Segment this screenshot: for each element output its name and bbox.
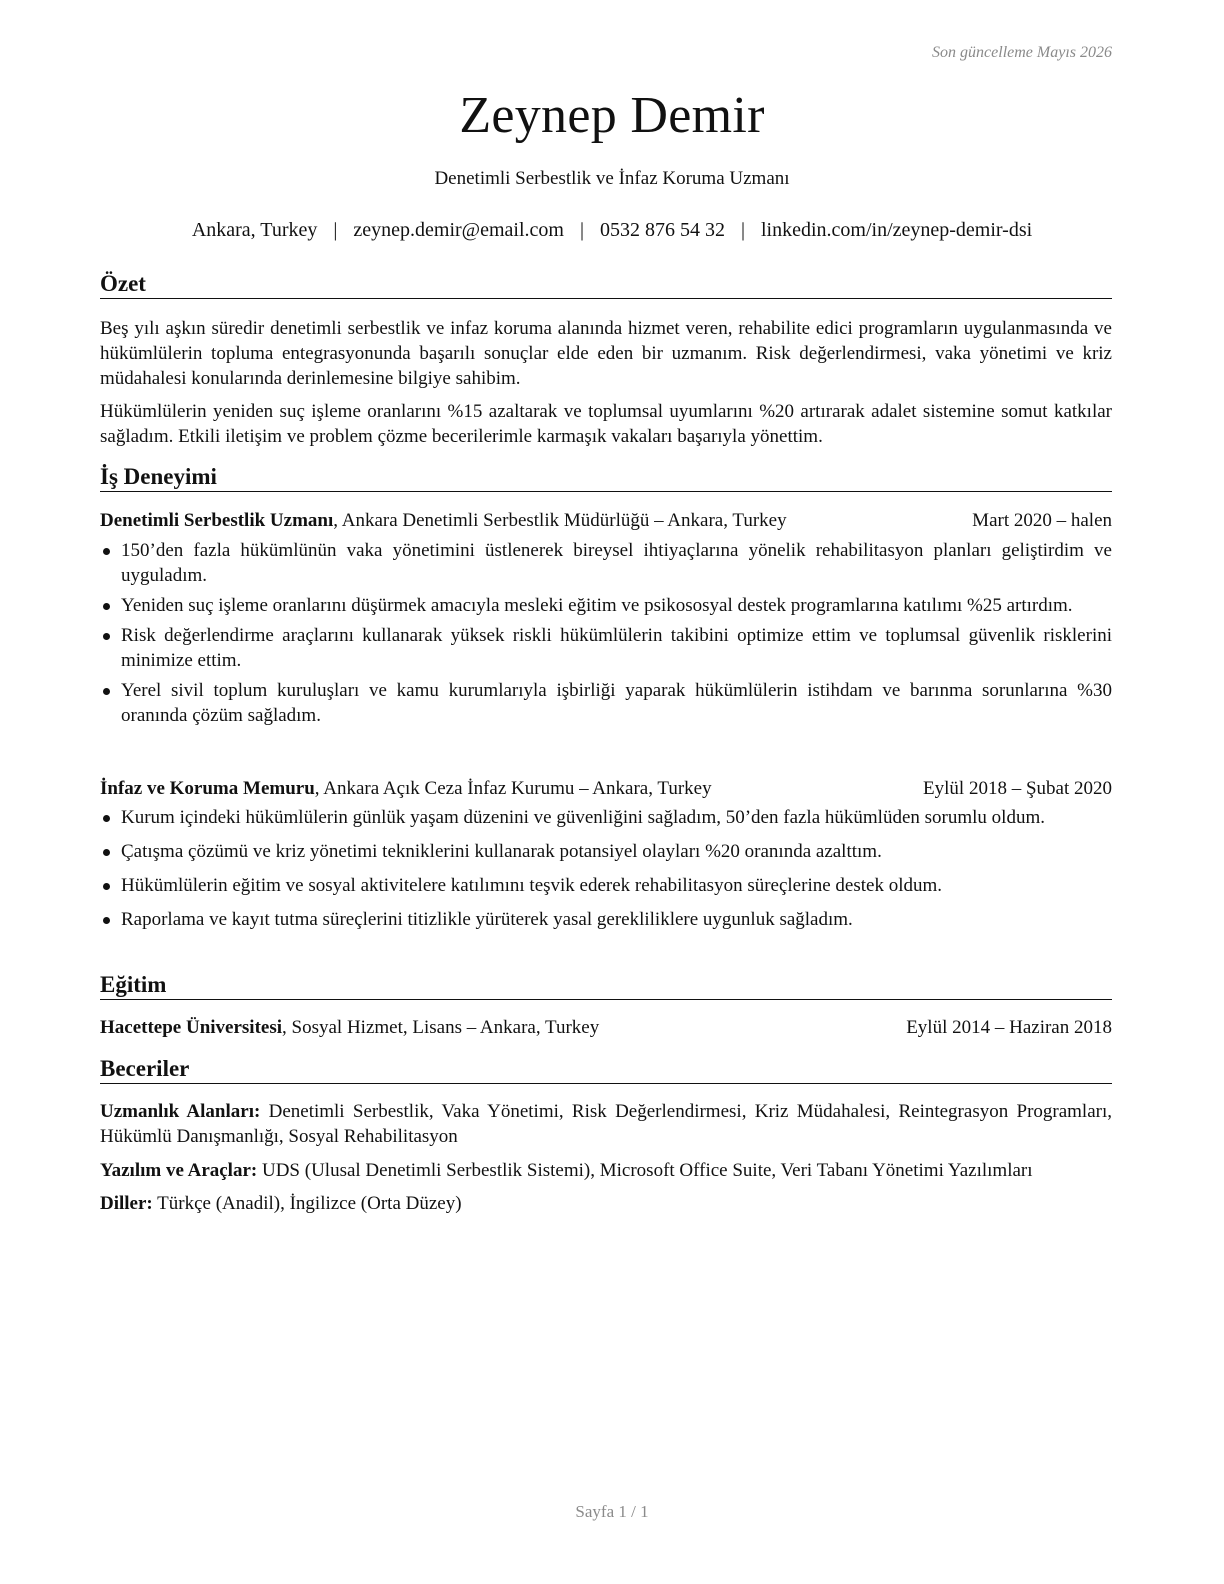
- education-dates: Eylül 2014 – Haziran 2018: [906, 1017, 1112, 1038]
- contact-email[interactable]: zeynep.demir@email.com: [353, 219, 564, 241]
- job-dates: Mart 2020 – halen: [972, 510, 1112, 531]
- contact-line: [0, 219, 1224, 242]
- section-title-skills: Beceriler: [100, 1056, 1112, 1084]
- contact-separator: |: [333, 219, 338, 241]
- job-bullets: [100, 538, 1112, 728]
- job-role: Denetimli Serbestlik Uzmanı: [100, 510, 334, 531]
- summary-paragraph: Beş yılı aşkın süredir denetimli serbestlik ve infaz koruma alanında hizmet veren, rehabilite edici programların uygulanmasında ve hükümlülerin topluma entegrasyonunda başarılı sonuçlar elde eden bir uzmanım. Risk değerlendirmesi, vaka yönetimi ve kriz müdahalesi konularında derinlemesine bilgiye sahibim.: [100, 318, 1112, 389]
- job-organization: , Ankara Açık Ceza İnfaz Kurumu – Ankara, Turkey: [314, 778, 712, 799]
- page-number: Sayfa 1 / 1: [575, 1502, 649, 1521]
- list-item: 150’den fazla hükümlünün vaka yönetimini üstlenerek bireysel ihtiyaçlarına yönelik rehabilitasyon planları geliştirdim ve uyguladım.: [100, 538, 1112, 588]
- bullet-icon: [103, 603, 110, 610]
- education-details: , Sosyal Hizmet, Lisans – Ankara, Turkey: [282, 1017, 600, 1038]
- education-entry: [100, 1015, 1112, 1040]
- skill-value: UDS (Ulusal Denetimli Serbestlik Sistemi), Microsoft Office Suite, Veri Tabanı Yönetimi Yazılımları: [257, 1160, 1033, 1181]
- list-item: Yeniden suç işleme oranlarını düşürmek amacıyla mesleki eğitim ve psikososyal destek programlarına katılımı %25 artırdım.: [100, 593, 1112, 618]
- job-role: İnfaz ve Koruma Memuru: [100, 778, 315, 799]
- list-item: Çatışma çözümü ve kriz yönetimi tekniklerini kullanarak potansiyel olayları %20 oranında azalttım.: [100, 839, 1112, 864]
- bullet-icon: [103, 548, 110, 555]
- job-dates: Eylül 2018 – Şubat 2020: [923, 778, 1112, 799]
- skill-label: Diller:: [100, 1193, 153, 1214]
- skill-line: [100, 1158, 1112, 1183]
- section-title-education: Eğitim: [100, 972, 1112, 1000]
- contact-separator: |: [740, 219, 745, 241]
- job-header: [100, 776, 1112, 801]
- section-title-summary: Özet: [100, 271, 1112, 299]
- job-bullets: [100, 805, 1112, 932]
- last-updated: Son güncelleme Mayıs 2026: [932, 44, 1112, 61]
- list-item: Yerel sivil toplum kuruluşları ve kamu kurumlarıyla işbirliği yaparak hükümlülerin istihdam ve barınma sorunlarına %30 oranında çözüm sağladım.: [100, 678, 1112, 728]
- list-item: Kurum içindeki hükümlülerin günlük yaşam düzenini ve güvenliğini sağladım, 50’den fazla hükümlüden sorumlu oldum.: [100, 805, 1112, 830]
- skill-line: [100, 1099, 1112, 1149]
- contact-linkedin[interactable]: linkedin.com/in/zeynep-demir-dsi: [760, 219, 1033, 241]
- bullet-icon: [103, 849, 110, 856]
- skill-label: Yazılım ve Araçlar:: [100, 1160, 258, 1181]
- bullet-icon: [103, 883, 110, 890]
- skill-value: Denetimli Serbestlik, Vaka Yönetimi, Risk Değerlendirmesi, Kriz Müdahalesi, Reintegrasyon Programları, Hükümlü Danışmanlığı, Sosyal Rehabilitasyon: [100, 1101, 1113, 1147]
- contact-separator: |: [579, 219, 584, 241]
- skill-label: Uzmanlık Alanları:: [100, 1101, 261, 1122]
- bullet-icon: [103, 815, 110, 822]
- list-item: Raporlama ve kayıt tutma süreçlerini titizlikle yürüterek yasal gerekliliklere uygunluk sağladım.: [100, 907, 1112, 932]
- skill-value: Türkçe (Anadil), İngilizce (Orta Düzey): [152, 1193, 462, 1214]
- candidate-name: Zeynep Demir: [459, 87, 765, 144]
- summary-paragraph: Hükümlülerin yeniden suç işleme oranlarını %15 azaltarak ve toplumsal uyumlarını %20 artırarak adalet sistemine somut katkılar sağladım. Etkili iletişim ve problem çözme becerilerimle karmaşık vakaları başarıyla yönettim.: [100, 401, 1112, 447]
- job-header: [100, 508, 1112, 533]
- school-name: Hacettepe Üniversitesi: [100, 1017, 283, 1038]
- section-title-experience: İş Deneyimi: [100, 464, 1112, 492]
- job-organization: , Ankara Denetimli Serbestlik Müdürlüğü – Ankara, Turkey: [333, 510, 787, 531]
- bullet-icon: [103, 633, 110, 640]
- contact-phone: 0532 876 54 32: [599, 219, 725, 241]
- contact-location: Ankara, Turkey: [191, 219, 318, 241]
- bullet-icon: [103, 688, 110, 695]
- bullet-icon: [103, 917, 110, 924]
- list-item: Hükümlülerin eğitim ve sosyal aktivitelere katılımını teşvik ederek rehabilitasyon süreçlerine destek oldum.: [100, 873, 1112, 898]
- job-title: Denetimli Serbestlik ve İnfaz Koruma Uzmanı: [434, 168, 790, 189]
- skill-line: [100, 1191, 1112, 1216]
- list-item: Risk değerlendirme araçlarını kullanarak yüksek riskli hükümlülerin takibini optimize ettim ve toplumsal güvenlik risklerini minimize ettim.: [100, 623, 1112, 673]
